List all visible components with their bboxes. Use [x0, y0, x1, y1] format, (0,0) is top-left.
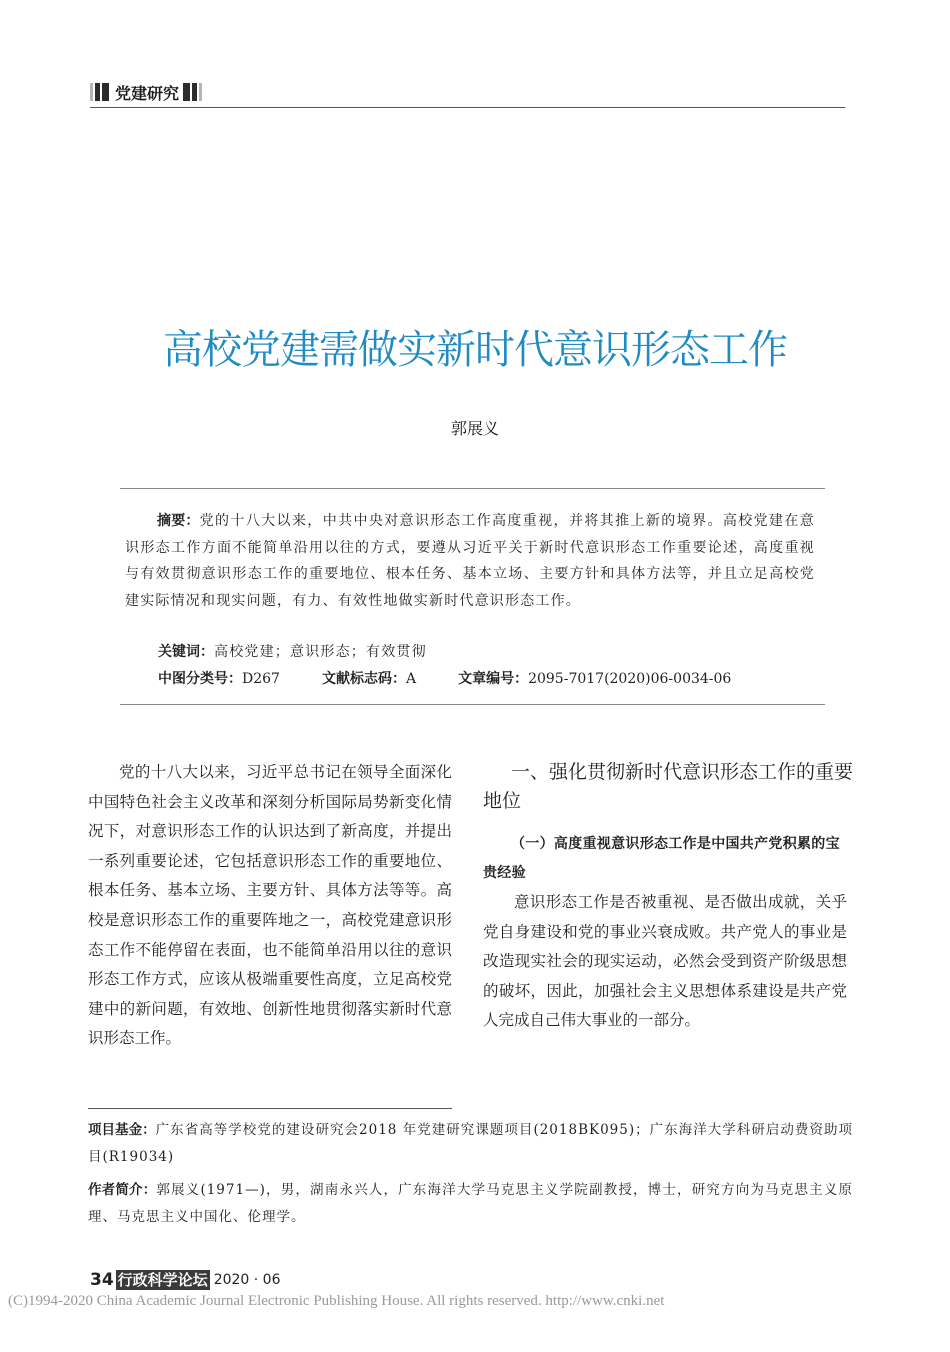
- section-tag: [90, 80, 204, 104]
- journal-name: 行政科学论坛: [117, 1271, 208, 1289]
- decorative-bar: [199, 83, 202, 101]
- author-bio-text: 郭展义(1971—)，男，湖南永兴人，广东海洋大学马克思主义学院副教授，博士，研究方向为马克思主义原理、马克思主义中国化、伦理学。: [88, 1182, 854, 1225]
- page-footer: [90, 1270, 280, 1290]
- author-bio-label: 作者简介：: [88, 1182, 157, 1198]
- keywords-label: 关键词：: [158, 644, 214, 660]
- doc-code-label: 文献标志码：: [321, 671, 406, 687]
- keywords-text: 高校党建；意识形态；有效贯彻: [214, 644, 427, 660]
- keywords: [158, 641, 427, 661]
- header-divider: [90, 107, 845, 108]
- clc-value: D267: [242, 671, 280, 687]
- decorative-bar: [183, 83, 190, 101]
- decorative-bar: [102, 83, 109, 101]
- issue-number: 2020 · 06: [213, 1272, 281, 1288]
- article-author: 郭展义: [450, 419, 499, 438]
- clc-item: [158, 668, 280, 688]
- article-no-value: 2095-7017(2020)06-0034-06: [528, 671, 732, 687]
- abstract-label: 摘要：: [157, 513, 200, 529]
- footnote-divider: [88, 1108, 452, 1109]
- copyright-line: (C)1994-2020 China Academic Journal Electronic Publishing House. All rights reserved. http://www.cnki.net: [8, 1293, 665, 1309]
- section-label: 党建研究: [115, 83, 180, 103]
- author-note: [88, 1177, 853, 1230]
- doc-code-item: [322, 668, 416, 688]
- section-heading: 一、强化贯彻新时代意识形态工作的重要地位: [483, 761, 854, 812]
- classification-row: [158, 668, 773, 688]
- fund-note: [88, 1117, 853, 1170]
- fund-text: 广东省高等学校党的建设研究会2018 年党建研究课题项目(2018BK095)；广东海洋大学科研启动费资助项目(R19034): [88, 1122, 854, 1165]
- page-number: 34: [90, 1270, 114, 1290]
- abstract-top-rule: [120, 488, 825, 489]
- subsection-heading: （一）高度重视意识形态工作是中国共产党积累的宝贵经验: [483, 836, 840, 881]
- decorative-bar: [95, 83, 100, 101]
- intro-paragraph: 党的十八大以来，习近平总书记在领导全面深化中国特色社会主义改革和深刻分析国际局势新变化情况下，对意识形态工作的认识达到了新高度，并提出一系列重要论述，它包括意识形态工作的重要地位、根本任务、基本立场、主要方针、具体方法等等。高校是意识形态工作的重要阵地之一，高校党建意识形态工作不能停留在表面，也不能简单沿用以往的意识形态工作方式，应该从极端重要性高度，立足高校党建中的新问题，有效地、创新性地贯彻落实新时代意识形态工作。: [88, 763, 452, 1048]
- doc-code-value: A: [405, 671, 417, 687]
- abstract: [125, 508, 815, 614]
- article-no-item: [458, 668, 731, 688]
- clc-label: 中图分类号：: [158, 671, 242, 687]
- decorative-bar: [90, 83, 93, 101]
- body-paragraph: 意识形态工作是否被重视、是否做出成就，关乎党自身建设和党的事业兴衰成败。共产党人的事业是改造现实社会的现实运动，必然会受到资产阶级思想的破坏，因此，加强社会主义思想体系建设是共产党人完成自己伟大事业的一部分。: [483, 893, 847, 1030]
- abstract-bottom-rule: [120, 704, 825, 705]
- decorative-bar: [192, 83, 197, 101]
- fund-label: 项目基金：: [88, 1122, 156, 1138]
- article-title: 高校党建需做实新时代意识形态工作: [163, 327, 787, 373]
- abstract-text: 党的十八大以来，中共中央对意识形态工作高度重视，并将其推上新的境界。高校党建在意识形态工作方面不能简单沿用以往的方式，要遵从习近平关于新时代意识形态工作重要论述，高度重视与有效贯彻意识形态工作的重要地位、根本任务、基本立场、主要方针和具体方法等，并且立足高校党建实际情况和现实问题，有力、有效性地做实新时代意识形态工作。: [125, 513, 816, 609]
- article-no-label: 文章编号：: [458, 671, 529, 687]
